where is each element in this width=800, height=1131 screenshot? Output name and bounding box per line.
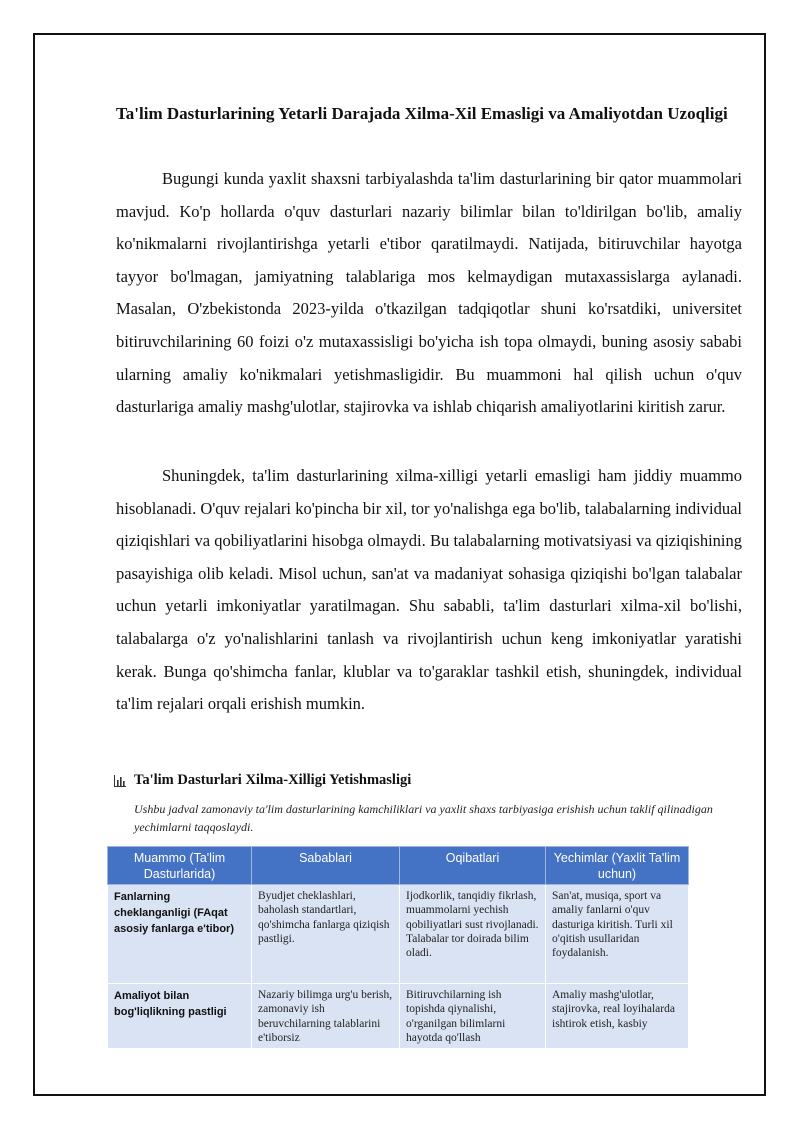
cell-text: Ijodkorlik, tanqidiy fikrlash, muammolarni yechish qobiliyatlari sust rivojlanadi. Talabalar tor doirada bilim oladi. xyxy=(406,890,539,960)
comparison-table xyxy=(107,846,689,1049)
table-header-row xyxy=(108,847,689,885)
cell-text: San'at, musiqa, sport va amaliy fanlarni o'quv dasturiga kiritish. Turli xil o'qitish usullaridan foydalanish. xyxy=(552,890,673,960)
column-header: Oqibatlari xyxy=(400,847,546,885)
column-header: Muammo (Ta'lim Dasturlarida) xyxy=(108,847,252,885)
table-heading xyxy=(114,772,714,789)
table-cell xyxy=(108,984,252,1049)
column-header: Sabablari xyxy=(252,847,400,885)
cell-text: Amaliyot bilan bog'liqlikning pastligi xyxy=(114,990,227,1018)
table-cell xyxy=(546,885,689,984)
paragraph: Shuningdek, ta'lim dasturlarining xilma-xilligi yetarli emasligi ham jiddiy muammo hisoblanadi. O'quv rejalari ko'pincha bir xil, tor yo'nalishga ega bo'lib, talabalarning individual qiziqishlari va qobiliyatlarini hisobga olmaydi. Bu talabalarning motivatsiyasi va qiziqishining pasayishiga olib keladi. Misol uchun, san'at va madaniyat sohasiga qiziqishi bo'lgan talabalar uchun yetarli imkoniyatlar yaratilmagan. Shu sababli, ta'lim dasturlari xilma-xil bo'lishi, talabalarga o'z yo'nalishlarini tanlash va rivojlantirish uchun keng imkoniyatlar yaratishi kerak. Bunga qo'shimcha fanlar, klublar va to'garaklar tashkil etish, shuningdek, individual ta'lim rejalari orqali erishish mumkin. xyxy=(116,466,742,714)
section-title: Ta'lim Dasturlarining Yetarli Darajada Xilma-Xil Emasligi va Amaliyotdan Uzoqligi xyxy=(116,104,728,123)
table-cell xyxy=(400,984,546,1049)
cell-text: Fanlarning cheklanganligi (FAqat asosiy fanlarga e'tibor) xyxy=(114,891,234,935)
table-heading-text: Ta'lim Dasturlari Xilma-Xilligi Yetishmasligi xyxy=(134,772,412,788)
cell-text: Bitiruvchilarning ish topishda qiynalishi, o'rganilgan bilimlarni hayotda qo'llash xyxy=(406,989,506,1044)
paragraph: Bugungi kunda yaxlit shaxsni tarbiyalashda ta'lim dasturlarining bir qator muammolari mavjud. Ko'p hollarda o'quv dasturlari nazariy bilimlar bilan to'ldirilgan bo'lib, amaliy ko'nikmalarni rivojlantirishga yetarli e'tibor qaratilmaydi. Natijada, bitiruvchilar hayotga tayyor bo'lmagan, jamiyatning talablariga mos kelmaydigan mutaxassislarga aylanadi. Masalan, O'zbekistonda 2023-yilda o'tkazilgan tadqiqotlar shuni ko'rsatdiki, universitet bitiruvchilarining 60 foizi o'z mutaxassisligi bo'yicha ish topa olmaydi, buning asosiy sababi ularning amaliy ko'nikmalari yetishmasligidir. Bu muammoni hal qilish uchun o'quv dasturlariga amaliy mashg'ulotlar, stajirovka va ishlab chiqarish amaliyotlarini kiritish zarur. xyxy=(116,169,742,417)
table-row xyxy=(108,984,689,1049)
table-cell xyxy=(400,885,546,984)
cell-text: Nazariy bilimga urg'u berish, zamonaviy ish beruvchilarning talablarini e'tiborsiz xyxy=(258,989,393,1044)
table-cell xyxy=(108,885,252,984)
table-cell xyxy=(252,984,400,1049)
cell-text: Amaliy mashg'ulotlar, stajirovka, real loyihalarda ishtirok etish, kasbiy xyxy=(552,989,675,1030)
cell-text: Byudjet cheklashlari, baholash standartlari, qo'shimcha fanlarga qiziqish pastligi. xyxy=(258,890,390,945)
table-cell xyxy=(252,885,400,984)
column-header: Yechimlar (Yaxlit Ta'lim uchun) xyxy=(546,847,689,885)
table-cell xyxy=(546,984,689,1049)
table-caption: Ushbu jadval zamonaviy ta'lim dasturlarining kamchiliklari va yaxlit shaxs tarbiyasiga erishish uchun taklif qilinadigan yechimlarni taqqoslaydi. xyxy=(134,802,713,834)
table-row xyxy=(108,885,689,984)
bar-chart-icon xyxy=(114,775,126,787)
